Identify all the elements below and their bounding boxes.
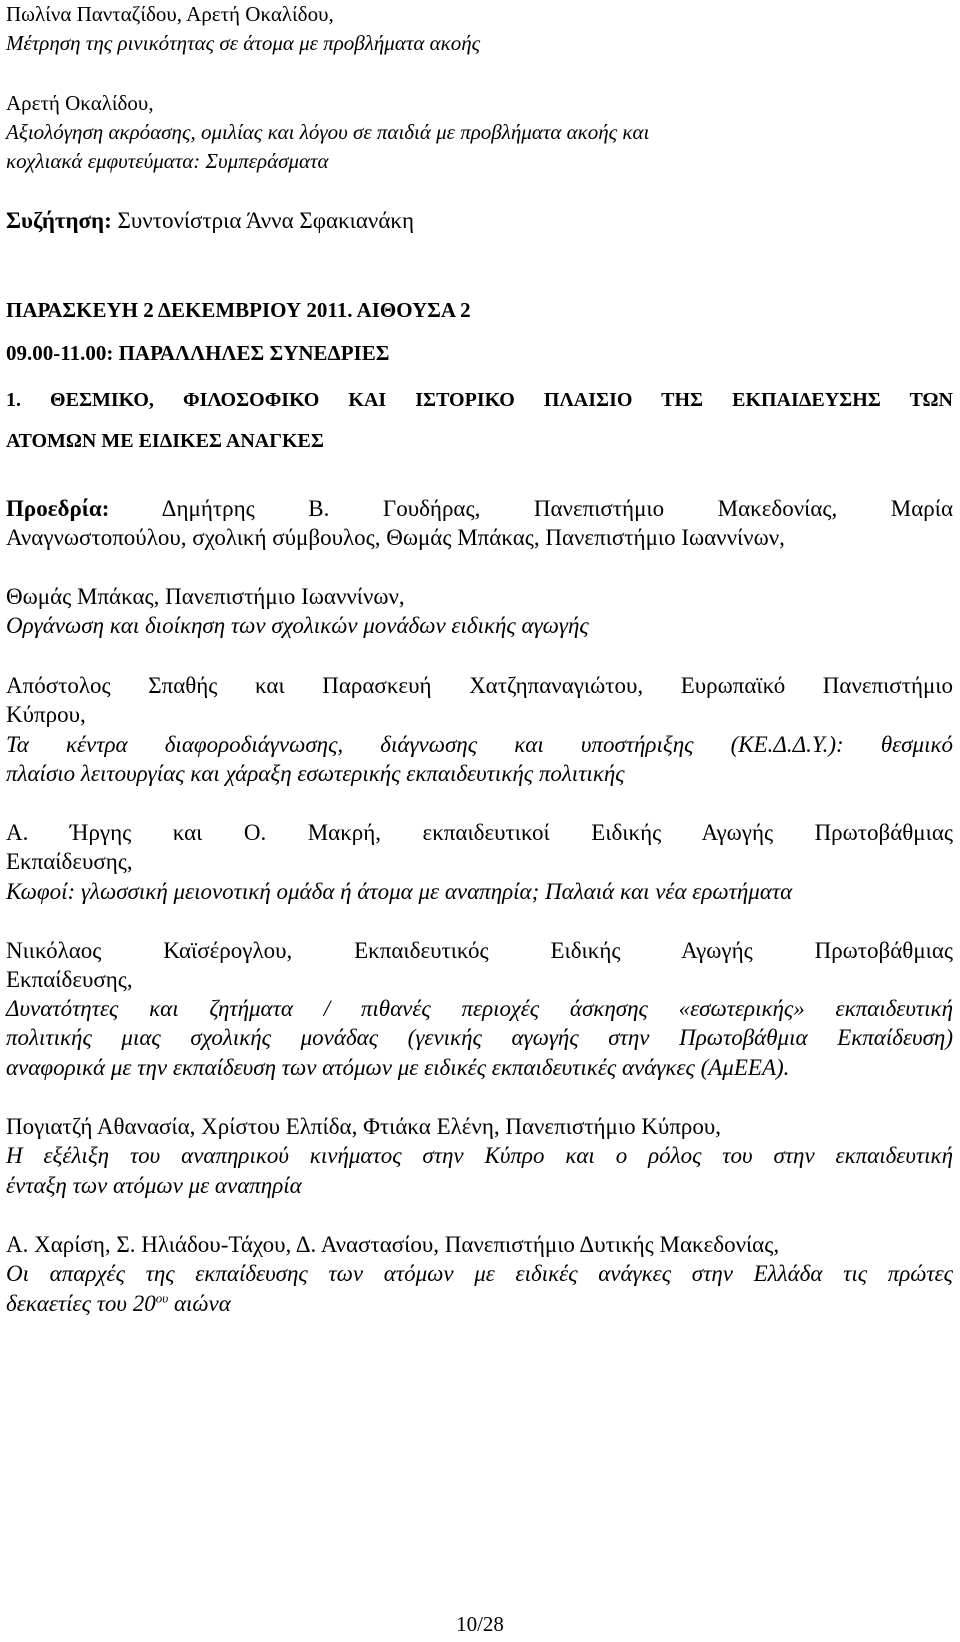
paper-authors: Απόστολος Σπαθής και Παρασκευή Χατζηπαναγιώτου, Ευρωπαϊκό Πανεπιστήμιο [6,673,953,698]
paper-title-line: Η εξέλιξη του αναπηρικού κινήματος στην Κύπρο και ο ρόλος του στην εκπαιδευτική [6,1143,953,1168]
paper-authors: Α. Χαρίση, Σ. Ηλιάδου-Τάχου, Δ. Αναστασίου, Πανεπιστήμιο Δυτικής Μακεδονίας, [6,1232,780,1257]
paper-title: Κωφοί: γλωσσική μειονοτική ομάδα ή άτομα με αναπηρία; Παλαιά και νέα ερωτήματα [6,879,793,904]
session-heading-line: 1. ΘΕΣΜΙΚΟ, ΦΙΛΟΣΟΦΙΚΟ ΚΑΙ ΙΣΤΟΡΙΚΟ ΠΛΑΙΣΙΟ ΤΗΣ ΕΚΠΑΙΔΕΥΣΗΣ ΤΩΝ [6,389,953,411]
paper-authors: Νιικόλαος Καϊσέρογλου, Εκπαιδευτικός Ειδικής Αγωγής Πρωτοβάθμιας [6,938,953,963]
paper-authors: Πωλίνα Πανταζίδου, Αρετή Οκαλίδου, [6,2,334,26]
page-number: 10/28 [456,1612,504,1636]
paper-title-line: Αξιολόγηση ακρόασης, ομιλίας και λόγου σε παιδιά με προβλήματα ακοής και [6,120,650,144]
paper-authors: Εκπαίδευσης, [6,967,133,992]
paper-authors: Πογιατζή Αθανασία, Χρίστου Ελπίδα, Φτιάκα Ελένη, Πανεπιστήμιο Κύπρου, [6,1114,722,1139]
paper-title-text: αιώνα [168,1291,231,1316]
paper-title: Οργάνωση και διοίκηση των σχολικών μονάδων ειδικής αγωγής [6,613,589,638]
chair-text: Δημήτρης Β. Γουδήρας, Πανεπιστήμιο Μακεδονίας, Μαρία [109,496,953,521]
paper-authors: Κύπρου, [6,702,86,727]
paper-title-line: ένταξη των ατόμων με αναπηρία [6,1173,302,1198]
paper-authors: Αρετή Οκαλίδου, [6,91,154,115]
session-date: ΠΑΡΑΣΚΕΥΗ 2 ΔΕΚΕΜΒΡΙΟΥ 2011. ΑΙΘΟΥΣΑ 2 [6,298,471,322]
ordinal-superscript: ου [155,1290,169,1306]
paper-title-line: κοχλιακά εμφυτεύματα: Συμπεράσματα [6,149,329,173]
paper-title-line: πλαίσιο λειτουργίας και χάραξη εσωτερικής εκπαιδευτικής πολιτικής [6,761,625,786]
chair-line [6,494,953,523]
session-heading-line: ΑΤΟΜΩΝ ΜΕ ΕΙΔΙΚΕΣ ΑΝΑΓΚΕΣ [6,430,324,452]
paper-title-line: αναφορικά με την εκπαίδευση των ατόμων με ειδικές εκπαιδευτικές ανάγκες (ΑμΕΕΑ). [6,1055,790,1080]
paper-authors: Εκπαίδευσης, [6,849,133,874]
paper-title-line: πολιτικής μιας σχολικής μονάδας (γενικής αγωγής στην Πρωτοβάθμια Εκπαίδευση) [6,1025,953,1050]
paper-authors: Α. Ήργης και Ο. Μακρή, εκπαιδευτικοί Ειδικής Αγωγής Πρωτοβάθμιας [6,820,953,845]
paper-title-line: Τα κέντρα διαφοροδιάγνωσης, διάγνωσης και υποστήριξης (ΚΕ.Δ.Δ.Υ.): θεσμικό [6,732,953,757]
discussion-text: Συντονίστρια Άννα Σφακιανάκη [111,208,414,233]
discussion-label: Συζήτηση: [6,208,112,233]
paper-title-line: Δυνατότητες και ζητήματα / πιθανές περιοχές άσκησης «εσωτερικής» εκπαιδευτική [6,996,953,1021]
paper-title-line [6,1289,231,1318]
paper-title-text: δεκαετίες του 20 [6,1291,156,1316]
paper-authors: Θωμάς Μπάκας, Πανεπιστήμιο Ιωαννίνων, [6,584,405,609]
chair-line: Αναγνωστοπούλου, σχολική σύμβουλος, Θωμάς Μπάκας, Πανεπιστήμιο Ιωαννίνων, [6,525,785,550]
session-time: 09.00-11.00: ΠΑΡΑΛΛΗΛΕΣ ΣΥΝΕΔΡΙΕΣ [6,341,390,365]
chair-label: Προεδρία: [6,496,110,521]
discussion-line [6,206,414,235]
paper-title-line: Οι απαρχές της εκπαίδευσης των ατόμων με ειδικές ανάγκες στην Ελλάδα τις πρώτες [6,1261,953,1286]
paper-title: Μέτρηση της ρινικότητας σε άτομα με προβλήματα ακοής [6,31,481,55]
